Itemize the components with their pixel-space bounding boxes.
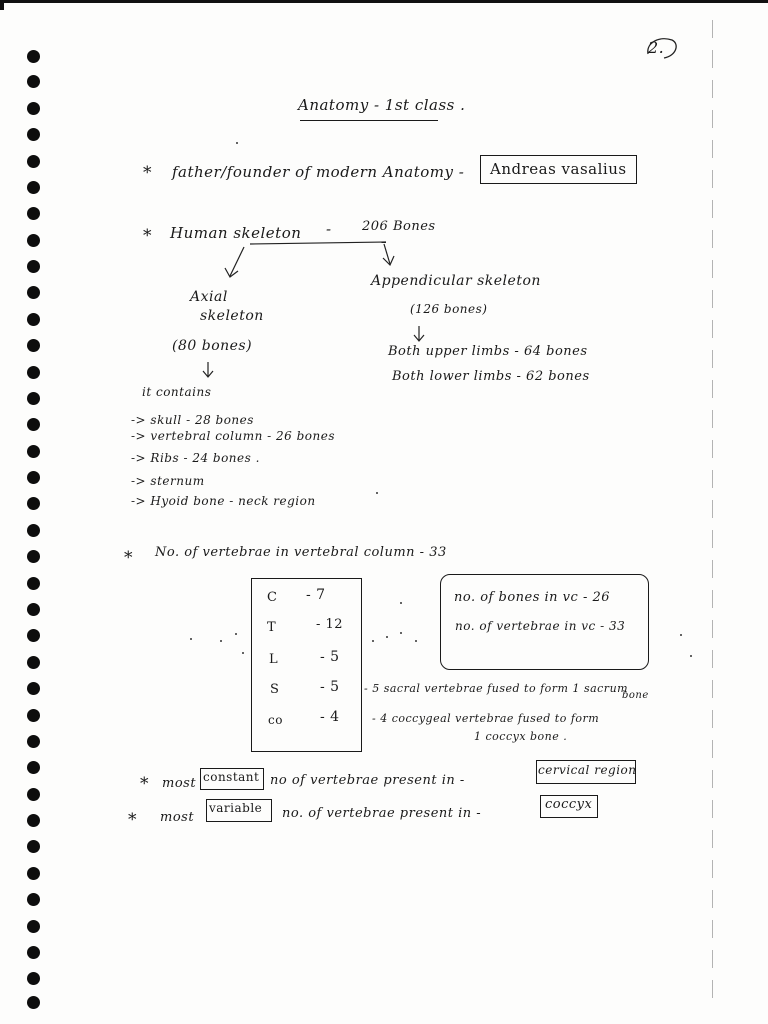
vertebra-letter: C [267, 590, 278, 605]
constant-word: constant [203, 770, 260, 784]
father-answer: Andreas vasalius [490, 160, 627, 178]
vertebra-count: - 5 [320, 649, 340, 665]
bullet-star: * [124, 548, 133, 568]
appendicular-item: Both upper limbs - 64 bones [388, 344, 588, 359]
vertebrae-heading: No. of vertebrae in vertebral column - 33 [155, 545, 447, 560]
father-text: father/founder of modern Anatomy - [172, 163, 465, 181]
page-number: 2. [648, 38, 665, 57]
bullet-star: * [128, 810, 137, 830]
vertebra-count: - 12 [316, 617, 344, 632]
sacral-note-cont: bone [622, 690, 649, 701]
variable-pre: most [160, 810, 195, 825]
skeleton-text: Human skeleton [170, 224, 302, 242]
axial-item: -> skull - 28 bones [131, 413, 254, 427]
vertebra-letter: co [268, 713, 283, 727]
vertebra-letter: L [269, 652, 279, 667]
page-title: Anatomy - 1st class . [298, 96, 466, 114]
side-box-line2: no. of vertebrae in vc - 33 [455, 619, 626, 633]
vertebra-count: - 7 [306, 587, 326, 603]
axial-count: (80 bones) [172, 338, 253, 354]
axial-item: -> Ribs - 24 bones . [131, 451, 260, 465]
constant-pre: most [162, 776, 197, 791]
axial-label-line2: skeleton [200, 308, 264, 324]
constant-mid: no of vertebrae present in - [270, 773, 465, 788]
coccygeal-note: - 4 coccygeal vertebrae fused to form [372, 712, 600, 725]
skeleton-dash: - [326, 220, 332, 238]
bullet-star: * [143, 226, 152, 246]
axial-item: -> vertebral column - 26 bones [131, 429, 335, 443]
vertebra-count: - 4 [320, 709, 340, 725]
appendicular-item: Both lower limbs - 62 bones [392, 369, 590, 384]
coccygeal-note-cont: 1 coccyx bone . [474, 730, 568, 743]
skeleton-count: 206 Bones [362, 219, 436, 234]
axial-label-line1: Axial [190, 289, 228, 305]
appendicular-count: (126 bones) [410, 302, 488, 316]
sacral-note: - 5 sacral vertebrae fused to form 1 sacrum [364, 682, 629, 695]
appendicular-title: Appendicular skeleton [371, 273, 541, 289]
vertebra-letter: T [267, 620, 277, 635]
side-box-line1: no. of bones in vc - 26 [454, 590, 611, 605]
axial-item: -> Hyoid bone - neck region [131, 494, 316, 508]
bullet-star: * [140, 774, 149, 794]
vertebra-count: - 5 [320, 679, 340, 695]
axial-item: -> sternum [131, 474, 205, 488]
variable-answer: coccyx [545, 797, 593, 812]
variable-mid: no. of vertebrae present in - [282, 806, 482, 821]
vertebra-letter: S [270, 682, 280, 697]
variable-word: variable [209, 801, 263, 815]
axial-contains: it contains [142, 385, 212, 399]
bullet-star: * [143, 163, 152, 183]
constant-answer: cervical region [538, 763, 637, 777]
